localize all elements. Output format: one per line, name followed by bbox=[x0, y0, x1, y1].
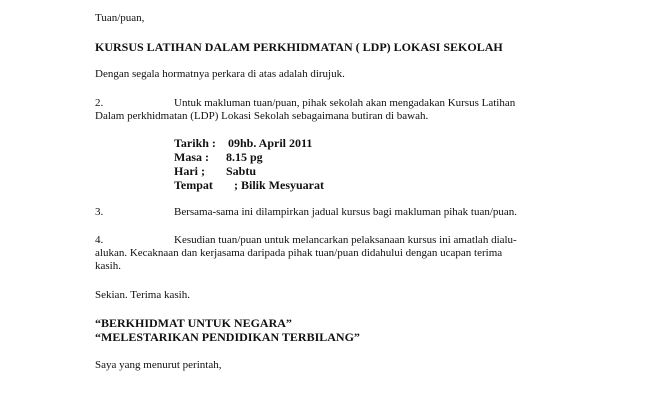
paragraph-2-number: 2. bbox=[95, 97, 104, 109]
signoff-line: Saya yang menurut perintah, bbox=[95, 359, 222, 371]
paragraph-3-text: Bersama-sama ini dilampirkan jadual kursus bagi makluman pihak tuan/puan. bbox=[174, 206, 518, 218]
intro-paragraph: Dengan segala hormatnya perkara di atas adalah dirujuk. bbox=[95, 68, 345, 80]
paragraph-4-number: 4. bbox=[95, 234, 104, 246]
detail-hari-label: Hari ; bbox=[174, 164, 205, 178]
letter-heading: KURSUS LATIHAN DALAM PERKHIDMATAN ( LDP) LOKASI SEKOLAH bbox=[95, 40, 503, 54]
detail-tempat bbox=[174, 178, 324, 192]
detail-masa-label: Masa : bbox=[174, 150, 209, 164]
paragraph-2-line-2: Dalam perkhidmatan (LDP) Lokasi Sekolah sebagaimana butiran di bawah. bbox=[95, 110, 429, 122]
detail-tarikh-value: 09hb. April 2011 bbox=[228, 136, 313, 150]
detail-hari bbox=[174, 164, 257, 178]
detail-tarikh bbox=[174, 136, 313, 150]
motto-line-1: “BERKHIDMAT UNTUK NEGARA” bbox=[95, 316, 292, 330]
closing-line: Sekian. Terima kasih. bbox=[95, 289, 190, 301]
paragraph-4-line-2: alukan. Kecaknaan dan kerjasama daripada pihak tuan/puan didahului dengan ucapan terima bbox=[95, 247, 503, 259]
detail-masa-value: 8.15 pg bbox=[226, 150, 263, 164]
detail-tempat-label: Tempat bbox=[174, 178, 213, 192]
paragraph-4-line-3: kasih. bbox=[95, 260, 121, 272]
detail-masa bbox=[174, 150, 263, 164]
detail-tempat-value: ; Bilik Mesyuarat bbox=[234, 178, 324, 192]
detail-tarikh-label: Tarikh : bbox=[174, 136, 216, 150]
paragraph-4-line-1: Kesudian tuan/puan untuk melancarkan pelaksanaan kursus ini amatlah dialu- bbox=[174, 234, 517, 246]
detail-hari-value: Sabtu bbox=[226, 164, 257, 178]
motto-line-2: “MELESTARIKAN PENDIDIKAN TERBILANG” bbox=[95, 330, 360, 344]
paragraph-3-number: 3. bbox=[95, 206, 104, 218]
salutation: Tuan/puan, bbox=[95, 12, 145, 24]
paragraph-2-line-1: Untuk makluman tuan/puan, pihak sekolah akan mengadakan Kursus Latihan bbox=[174, 97, 516, 109]
